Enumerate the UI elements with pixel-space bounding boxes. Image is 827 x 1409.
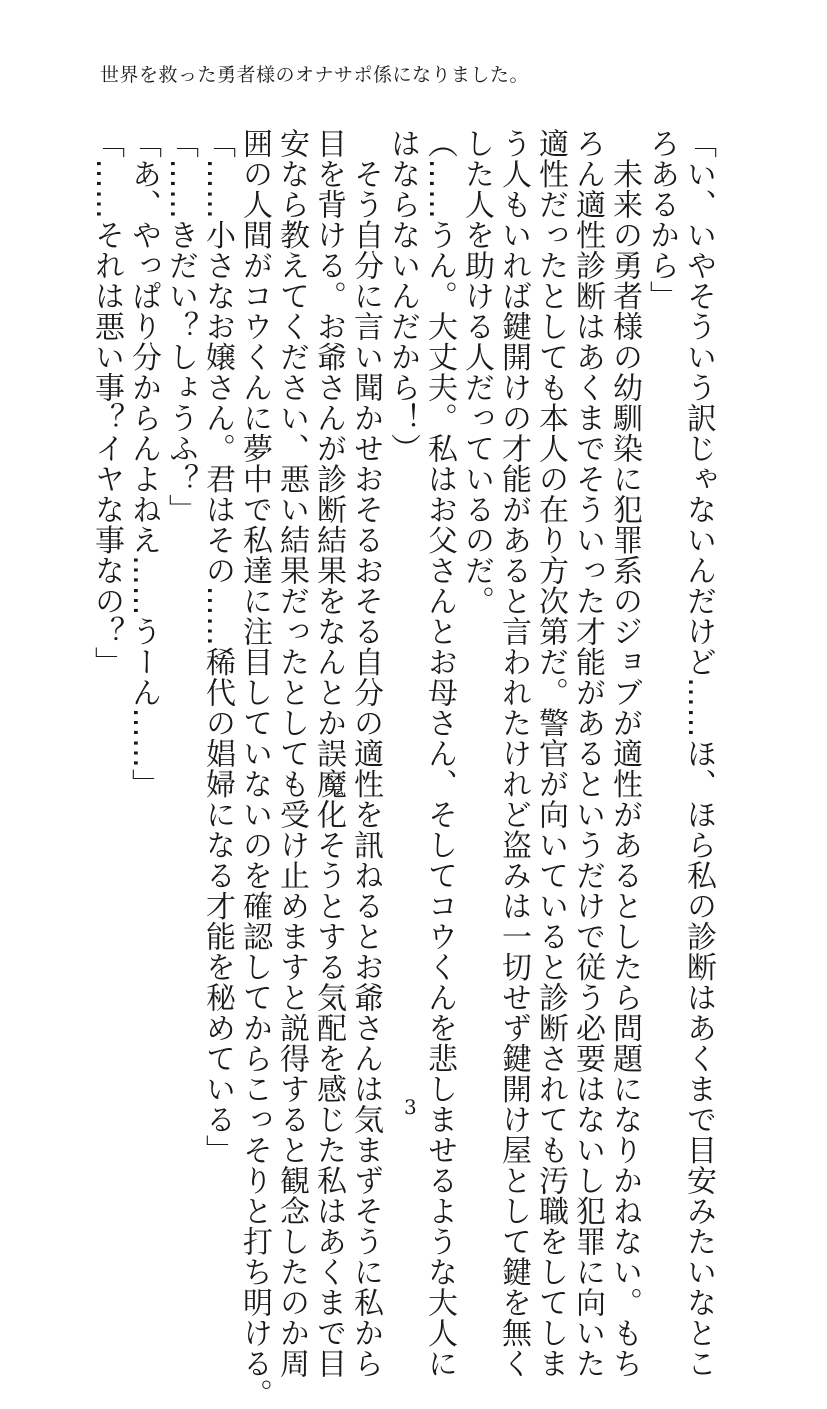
text-column: う人もいれば鍵開けの才能があると言われたけれど盗みは一切せず鍵開け屋として鍵を無く bbox=[496, 128, 531, 1379]
text-column: した人を助ける人だっているのだ。 bbox=[459, 128, 494, 616]
text-column: 「い、いやそういう訳じゃないんだけど……ほ、ほら私の診断はあくまで目安みたいなとこ bbox=[681, 128, 716, 1379]
text-column: はならないんだから！） bbox=[385, 128, 420, 464]
page-number: 3 bbox=[404, 1095, 417, 1119]
text-column: 適性だったとしても本人の在り方次第だ。警官が向いていると診断されても汚職をしてしま bbox=[533, 128, 568, 1379]
text-column: 「あ、やっぱり分からんよねえ……うーん……」 bbox=[126, 128, 161, 799]
text-column: 未来の勇者様の幼馴染に犯罪系のジョブが適性があるとしたら問題になりかねない。もち bbox=[607, 128, 642, 1379]
text-column: ろん適性診断はあくまでそういった才能があるというだけで従う必要はないし犯罪に向いた bbox=[570, 128, 605, 1379]
text-column: 「……それは悪い事？イヤな事なの？」 bbox=[89, 128, 124, 677]
text-column: そう自分に言い聞かせおそるおそる自分の適性を訊ねるとお爺さんは気まずそうに私から bbox=[348, 128, 383, 1379]
text-column: 「……小さなお嬢さん。君はその……稀代の娼婦になる才能を秘めている」 bbox=[200, 128, 235, 1165]
text-column: 目を背ける。お爺さんが診断結果をなんとか誤魔化そうとする気配を感じた私はあくまで目 bbox=[311, 128, 346, 1379]
text-column: 安なら教えてください、悪い結果だったとしても受け止めますと説得すると観念したのか周 bbox=[274, 128, 309, 1379]
text-column: 囲の人間がコウくんに夢中で私達に注目していないのを確認してからこっそりと打ち明ける。 bbox=[237, 128, 272, 1409]
text-column: ろあるから」 bbox=[644, 128, 679, 311]
running-header-title: 世界を救った勇者様のオナサポ係になりました。 bbox=[100, 64, 530, 86]
vertical-body-text bbox=[88, 128, 717, 1409]
text-column: （……うん。大丈夫。私はお父さんとお母さん、そしてコウくんを悲しませるような大人に bbox=[422, 128, 457, 1379]
text-column: 「……きだい？しょうふ？」 bbox=[163, 128, 198, 525]
